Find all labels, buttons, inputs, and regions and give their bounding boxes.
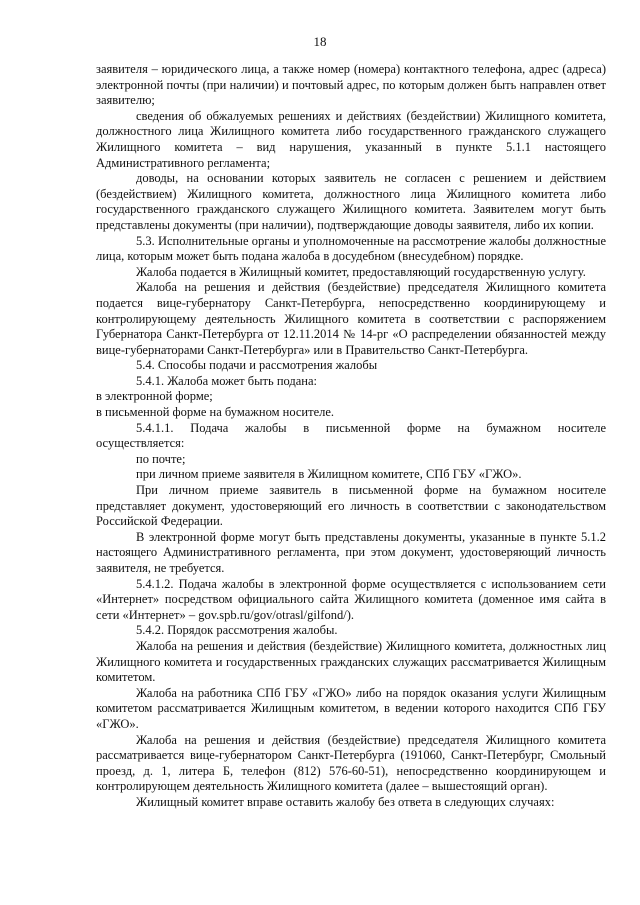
paragraph: сведения об обжалуемых решениях и действиях (бездействии) Жилищного комитета, должностного лица Жилищного комитета либо государственного гражданского служащего Жилищного комитета – вид нарушения, указанный в пункте 5.1.1 настоящего Административного регламента; xyxy=(96,108,606,170)
list-item: в письменной форме на бумажном носителе. xyxy=(96,405,335,420)
section-heading: 5.4.2. Порядок рассмотрения жалобы. xyxy=(136,623,338,638)
paragraph: осуществляется: xyxy=(96,436,185,451)
paragraph: доводы, на основании которых заявитель не согласен с решением и действием (бездействием) Жилищного комитета, должностного лица Жилищного комитета либо государственного гражданского служащего Жилищного комитета. Заявителем могут быть представлены документы (при наличии), подтверждающие доводы заявителя, либо их копии. xyxy=(96,171,606,232)
paragraph: Жилищный комитет вправе оставить жалобу без ответа в следующих случаях: xyxy=(136,794,555,809)
paragraph: Жалоба на решения и действия (бездействие) председателя Жилищного комитета подается вице-губернатору Санкт-Петербурга, непосредственно координирующему и контролирующему деятельность Жилищного комитета в соответствии с распоряжением Губернатора Санкт-Петербурга от 12.11.2014 № 14-рг «О распределении обязанностей между вице-губернаторами Санкт-Петербурга» или в Правительство Санкт-Петербурга. xyxy=(96,280,606,357)
paragraph: При личном приеме заявитель в письменной форме на бумажном носителе представляет документ, удостоверяющий его личность в соответствии с законодательством Российской Федерации. xyxy=(96,483,606,529)
paragraph: Жалоба на решения и действия (бездействие) Жилищного комитета, должностных лиц Жилищного комитета и государственных гражданских служащих рассматривается Жилищным комитетом. xyxy=(96,638,606,685)
page-number: 18 xyxy=(313,34,327,49)
list-item: при личном приеме заявителя в Жилищном комитете, СПб ГБУ «ГЖО». xyxy=(136,467,522,482)
document-body xyxy=(96,62,606,811)
paragraph: 5.4.1.2. Подача жалобы в электронной форме осуществляется с использованием сети «Интернет» посредством официального сайта Жилищного комитета (доменное имя сайта в сети «Интернет» – gov.spb.ru/gov/otrasl/gilfond/). xyxy=(96,576,606,622)
section-heading: 5.4.1.1. Подача жалобы в письменной форме на бумажном носителе xyxy=(136,420,606,435)
paragraph: Жалоба на работника СПб ГБУ «ГЖО» либо на порядок оказания услуги Жилищным комитетом рассматривается Жилищным комитетом, в ведении которого находится СПб ГБУ «ГЖО». xyxy=(96,685,606,731)
section-heading: 5.4.1. Жалоба может быть подана: xyxy=(136,373,318,388)
section-heading: 5.3. Исполнительные органы и уполномоченные на рассмотрение жалобы должностные лица, которым может быть подана жалоба в досудебном (внесудебном) порядке. xyxy=(96,233,606,264)
list-item: по почте; xyxy=(136,451,186,466)
paragraph: В электронной форме могут быть представлены документы, указанные в пункте 5.1.2 настоящего Административного регламента, при этом документ, удостоверяющий личность заявителя, не требуется. xyxy=(96,529,606,575)
paragraph: Жалоба на решения и действия (бездействие) председателя Жилищного комитета рассматривается вице-губернатором Санкт-Петербурга (191060, Санкт-Петербург, Смольный проезд, д. 1, литера Б, телефон (812) 576-60-51), непосредственно координирующем и контролирующем деятельность Жилищного комитета (далее – вышестоящий орган). xyxy=(96,732,606,794)
section-heading: 5.4. Способы подачи и рассмотрения жалобы xyxy=(136,358,378,373)
paragraph: заявителя – юридического лица, а также номер (номера) контактного телефона, адрес (адреса) электронной почты (при наличии) и почтовый адрес, по которым должен быть направлен ответ заявителю; xyxy=(96,62,606,108)
paragraph: Жалоба подается в Жилищный комитет, предоставляющий государственную услугу. xyxy=(136,264,586,279)
list-item: в электронной форме; xyxy=(96,389,213,404)
